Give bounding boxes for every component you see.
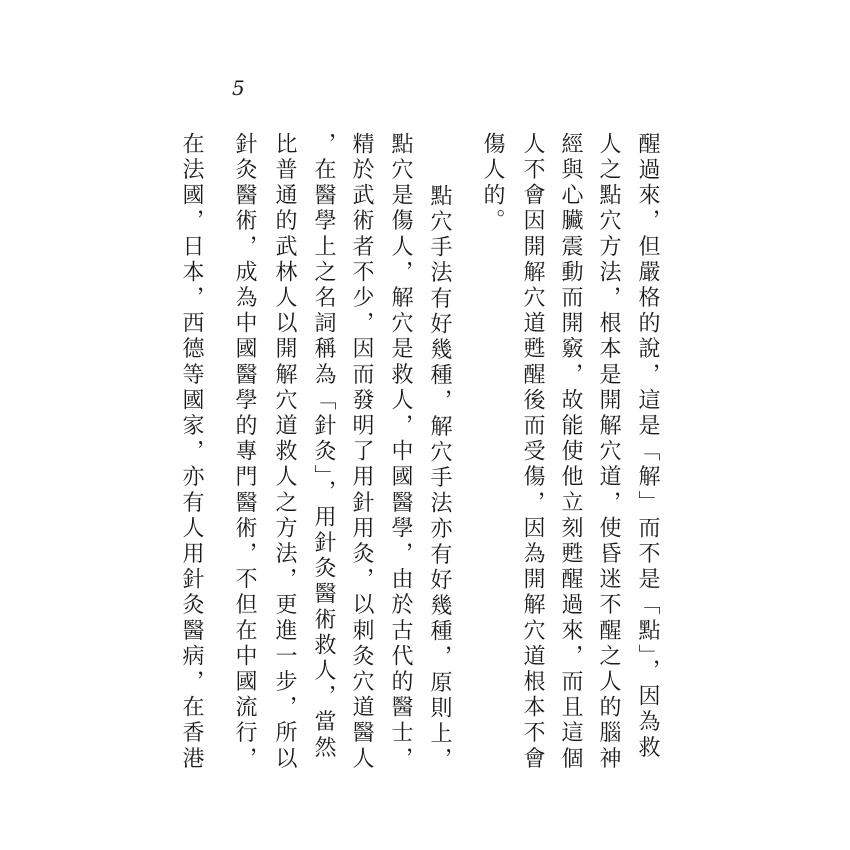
text-column-3: 經與心臟震動而開竅，故能使他立刻甦醒過來，而且這個: [558, 132, 583, 772]
text-column-9: ，在醫學上之名詞稱為「針灸」，用針灸醫術救人，當然: [311, 132, 336, 761]
text-column-5: 傷人的。: [480, 132, 505, 235]
text-column-8: 精於武術者不少，因而發明了用針用灸，以刺灸穴道醫人: [349, 132, 374, 772]
text-column-12: 在法國，日本，西德等國家，亦有人用針灸醫病，在香港: [179, 132, 204, 772]
text-column-2: 人之點穴方法，根本是開解穴道，使昏迷不醒之人的腦神: [596, 132, 621, 772]
text-column-7: 點穴是傷人，解穴是救人，中國醫學，由於古代的醫士，: [388, 132, 413, 772]
text-column-11: 針灸醫術，成為中國醫學的專門醫術，不但在中國流行，: [232, 132, 257, 772]
page-number: 5: [232, 76, 245, 100]
text-column-4: 人不會因開解穴道甦醒後而受傷，因為開解穴道根本不會: [520, 132, 545, 772]
text-column-1: 醒過來，但嚴格的說，這是「解」而不是「點」，因為救: [635, 132, 660, 761]
text-column-10: 比普通的武林人以開解穴道救人之方法，更進一步，所以: [272, 132, 297, 772]
text-column-6: 點穴手法有好幾種，解穴手法亦有好幾種，原則上，: [427, 184, 452, 773]
